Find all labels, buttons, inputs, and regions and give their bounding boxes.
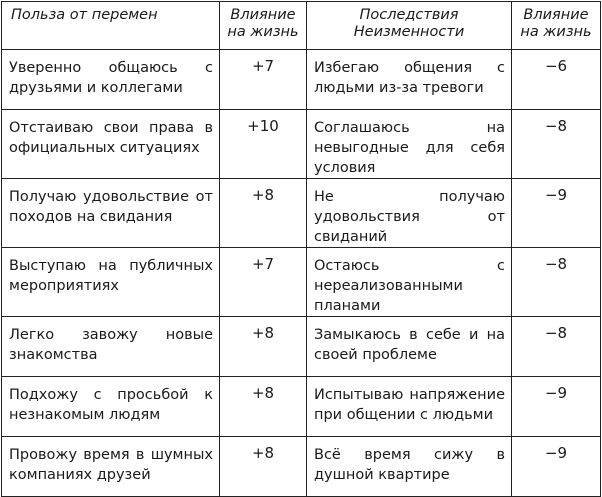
change-impact-table [1,1,601,497]
consequence-cell: Всё время сижу в душной квартире [307,437,512,497]
consequence-cell: Соглашаюсь на невыгодные для себя условия [307,110,512,179]
benefit-cell: Легко завожу новые знакомства [2,317,220,377]
benefit-cell: Выступаю на публичных мероприятиях [2,248,220,317]
header-benefits: Польза от перемен [2,2,220,50]
benefit-impact-cell: +8 [220,317,307,377]
consequence-impact-cell: −8 [512,110,601,179]
benefit-cell: Уверенно общаюсь с друзьями и коллегами [2,50,220,110]
benefit-impact-cell: +8 [220,179,307,248]
benefit-cell: Провожу время в шумных компаниях друзей [2,437,220,497]
table-row [2,437,601,497]
table-row [2,50,601,110]
consequence-impact-cell: −9 [512,437,601,497]
consequence-impact-cell: −8 [512,317,601,377]
header-impact-left: Влияние на жизнь [220,2,307,50]
benefit-cell: Получаю удовольствие от походов на свидания [2,179,220,248]
table-row [2,110,601,179]
consequence-impact-cell: −6 [512,50,601,110]
consequence-cell: Избегаю общения с людьми из-за тревоги [307,50,512,110]
benefit-cell: Отстаиваю свои права в официальных ситуациях [2,110,220,179]
consequence-impact-cell: −8 [512,248,601,317]
consequence-cell: Не получаю удовольствия от свиданий [307,179,512,248]
consequence-cell: Остаюсь с нереализованными планами [307,248,512,317]
table-row [2,179,601,248]
consequence-impact-cell: −9 [512,377,601,437]
table-row [2,377,601,437]
benefit-impact-cell: +10 [220,110,307,179]
table-header-row [2,2,601,50]
benefit-impact-cell: +8 [220,437,307,497]
benefit-impact-cell: +7 [220,248,307,317]
benefit-cell: Подхожу с просьбой к незнакомым людям [2,377,220,437]
consequence-cell: Испытываю напряжение при общении с людьми [307,377,512,437]
benefit-impact-cell: +8 [220,377,307,437]
table-row [2,248,601,317]
header-impact-right: Влияние на жизнь [512,2,601,50]
header-consequences: Последствия Неизменности [307,2,512,50]
consequence-impact-cell: −9 [512,179,601,248]
table-row [2,317,601,377]
consequence-cell: Замыкаюсь в себе и на своей проблеме [307,317,512,377]
benefit-impact-cell: +7 [220,50,307,110]
